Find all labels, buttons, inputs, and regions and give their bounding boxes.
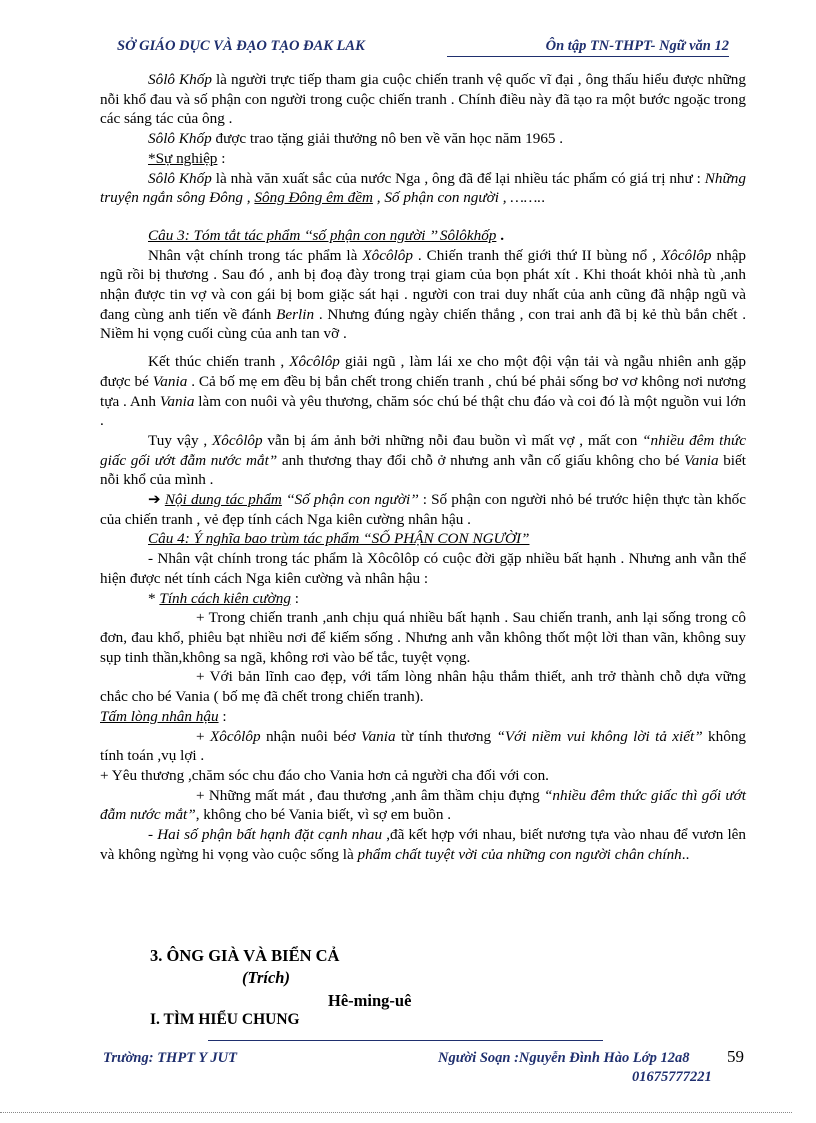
question-3-heading: Câu 3: Tóm tắt tác phẩm ‘‘số phận con người ’’ Sôlôkhốp . bbox=[148, 226, 504, 244]
author-name: Sôlô Khốp bbox=[148, 130, 212, 148]
list-item: + Những mất mát , đau thương ,anh âm thầm chịu đựng “nhiều đêm thức giấc thì gối ướt đẫm nước mắt”, không cho bé Vania biết, vì sợ em buồn . bbox=[100, 786, 747, 824]
page-header bbox=[117, 38, 737, 58]
conclusion-paragraph: - Hai số phận bất hạnh đặt cạnh nhau ,đã kết hợp với nhau, biết nương tựa vào nhau để vươn lên và không ngừng hi vọng vào cuộc sống là phẩm chất tuyệt vời của những con người chân chính.. bbox=[100, 826, 746, 863]
trait-heading: Tấm lòng nhân hậu : bbox=[100, 707, 227, 725]
trait-heading: * Tính cách kiên cường : bbox=[148, 589, 299, 607]
meaning-paragraph: - Nhân vật chính trong tác phẩm là Xôcôlôp có cuộc đời gặp nhiều bất hạnh . Nhưng anh vẫn thể hiện được nét tính cách Nga kiên cường và nhân hậu : bbox=[100, 550, 746, 587]
career-heading: *Sự nghiệp : bbox=[148, 149, 226, 167]
footer-school: Trường: THPT Y JUT bbox=[103, 1050, 237, 1066]
question-4-heading: Câu 4: Ý nghĩa bao trùm tác phẩm “SỐ PHẬN CON NGƯỜI” bbox=[148, 530, 530, 548]
list-item: + Trong chiến tranh ,anh chịu quá nhiều bất hạnh . Sau chiến tranh, anh lại sống trong cô đơn, đau khổ, phiêu bạt nhiều nơi để kiếm sống . Nhưng anh vẫn không thốt một lời than vãn, không suy sụp tinh thần,không sa ngã, không rơi vào bế tắc, tuyệt vọng. bbox=[100, 609, 746, 666]
section-subtitle: (Trích) bbox=[242, 968, 290, 987]
arrow-icon: ➔ bbox=[148, 491, 161, 509]
footer-divider bbox=[208, 1040, 603, 1041]
summary-paragraph: Tuy vậy , Xôcôlôp vẫn bị ám ảnh bởi những nỗi đau buồn vì mất vợ , mất con “nhiều đêm thức giấc gối ướt đẫm nước mắt” anh thương thay đổi chỗ ở nhưng anh vẫn cố giấu không cho bé Vania biết nỗi khổ của mình . bbox=[100, 431, 746, 489]
section-author: Hê-ming-uê bbox=[328, 991, 412, 1010]
list-item: + Với bản lĩnh cao đẹp, với tấm lòng nhân hậu thắm thiết, anh trở thành chỗ dựa vững chắc cho bé Vania ( bố mẹ đã chết trong chiến tranh). bbox=[100, 668, 746, 706]
page-bottom-border bbox=[0, 1112, 792, 1113]
footer-phone: 01675777221 bbox=[632, 1069, 712, 1085]
footer-author: Người Soạn :Nguyễn Đình Hào Lớp 12a8 bbox=[438, 1050, 690, 1066]
document-body bbox=[100, 70, 746, 864]
summary-paragraph: Kết thúc chiến tranh , Xôcôlôp giải ngũ , làm lái xe cho một đội vận tải và ngẫu nhiên anh gặp được bé Vania . Cả bố mẹ em đều bị bắn chết trong chiến tranh , chú bé phải sống bơ vơ không nơi nương tựa . Anh Vania làm con nuôi và yêu thương, chăm sóc chú bé thật chu đáo và coi đó là một nguồn vui lớn . bbox=[100, 353, 746, 430]
header-subject: Ôn tập TN-THPT- Ngữ văn 12 bbox=[447, 38, 729, 57]
author-name: Sôlô Khốp bbox=[148, 71, 212, 88]
section-title: 3. ÔNG GIÀ VÀ BIỂN CẢ bbox=[150, 946, 340, 965]
summary-paragraph: Nhân vật chính trong tác phẩm là Xôcôlôp . Chiến tranh thế giới thứ II bùng nổ , Xôcôlôp nhập ngũ rồi bị thương . Sau đó , anh bị đoạ đày trong trại giam của bọn phát xít . Khi thoát khỏi nhà tù ,anh nhận được tin vợ và con gái bị bom giặc sát hại . người con trai duy nhất của anh cũng đã nhập ngũ và đang cùng anh tiến về đánh Berlin . Nhưng đúng ngày chiến thắng , con trai anh đã bị kẻ thù bắn chết . Niềm hi vọng cuối cùng của anh tan vỡ . bbox=[100, 246, 746, 343]
paragraph: Sôlô Khốp là người trực tiếp tham gia cuộc chiến tranh vệ quốc vĩ đại , ông thấu hiểu được những nỗi khổ đau và số phận con người trong cuộc chiến tranh . Chính điều này đã tạo ra một bước ngoặc trong các sáng tác của ông . bbox=[100, 71, 746, 128]
part-heading: I. TÌM HIỂU CHUNG bbox=[150, 1011, 300, 1028]
header-department: SỞ GIÁO DỤC VÀ ĐẠO TẠO ĐAK LAK bbox=[117, 38, 365, 54]
content-summary: ➔ Nội dung tác phẩm ‘‘Số phận con người’’ : Số phận con người nhỏ bé trước hiện thực tàn khốc của chiến tranh , vẻ đẹp tính cách Nga kiên cường nhân hậu . bbox=[100, 491, 746, 528]
paragraph: Sôlô Khốp được trao tặng giải thưởng nô ben về văn học năm 1965 . bbox=[148, 130, 564, 148]
list-item: + Yêu thương ,chăm sóc chu đáo cho Vania hơn cả người cha đối với con. bbox=[100, 766, 549, 784]
list-item: + Xôcôlôp nhận nuôi béơ Vania từ tính thương “Với niềm vui không lời tả xiết” không tính toán ,vụ lợi . bbox=[100, 727, 747, 765]
page-number: 59 bbox=[727, 1047, 744, 1066]
paragraph: Sôlô Khốp là nhà văn xuất sắc của nước Nga , ông đã để lại nhiều tác phẩm có giá trị như : Những truyện ngắn sông Đông , Sông Đông êm đềm , Số phận con người , …….. bbox=[100, 169, 746, 207]
